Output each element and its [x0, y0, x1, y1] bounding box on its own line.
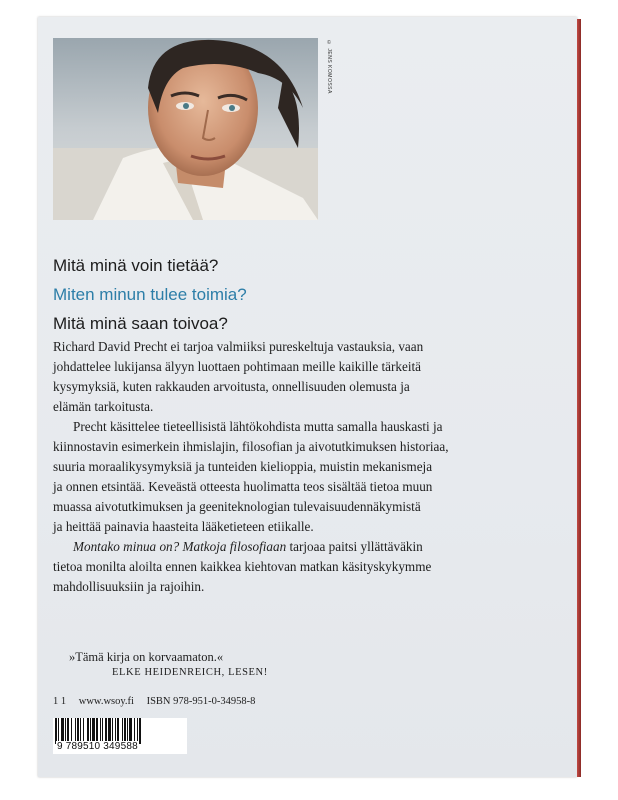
question-3: Mitä minä saan toivoa?	[53, 314, 228, 333]
question-2: Miten minun tulee toimia?	[53, 285, 247, 304]
product-code: 1 1	[53, 696, 67, 707]
paragraph-1: Richard David Precht ei tarjoa valmiiksi pureskeltuja vastauksia, vaan johdattelee lukijansa älyyn luottaen pohtimaan meille kaikille tärkeitä kysymyksiä, kuten rakkauden arvoitusta, onnellisuuden olemusta ja elämän tarkoitusta.	[53, 339, 424, 414]
question-1: Mitä minä voin tietää?	[53, 256, 219, 275]
isbn: ISBN 978-951-0-34958-8	[146, 696, 256, 707]
review-source: ELKE HEIDENREICH, LESEN!	[112, 667, 268, 678]
barcode-number: 9 789510 349588	[57, 741, 138, 752]
photo-credit: © JENS KOMOSSA	[326, 40, 332, 94]
spine-edge	[577, 19, 581, 777]
paragraph-2: Precht käsittelee tieteellisistä lähtökohdista mutta samalla hauskasti ja kiinnostavin esimerkein ihmislajin, filosofian ja aivotutkimuksen historiaa, suuria moraalikysymyksiä ja tunteiden kielioppia, muistin mekanismeja ja onnen etsintää. Keveästä otteesta huolimatta teos sisältää tietoa muun muassa aivotutkimuksen ja geeniteknologian tulevaisuudennäkymistä ja heittää painavia haasteita lääketieteen etiikalle.	[53, 419, 449, 534]
publisher-info	[53, 696, 265, 707]
review-quote: »Tämä kirja on korvaamaton.«	[69, 650, 224, 664]
author-photo	[53, 38, 318, 220]
website-link: www.wsoy.fi	[78, 696, 134, 707]
book-title: Montako minua on? Matkoja filosofiaan	[73, 539, 287, 554]
paragraph-3: Montako minua on? Matkoja filosofiaan tarjoaa paitsi yllättäväkin tietoa monilta aloilta ennen kaikkea kiehtovan matkan käsityskykymme mahdollisuuksiin ja rajoihin.	[53, 539, 432, 594]
description	[53, 337, 543, 597]
